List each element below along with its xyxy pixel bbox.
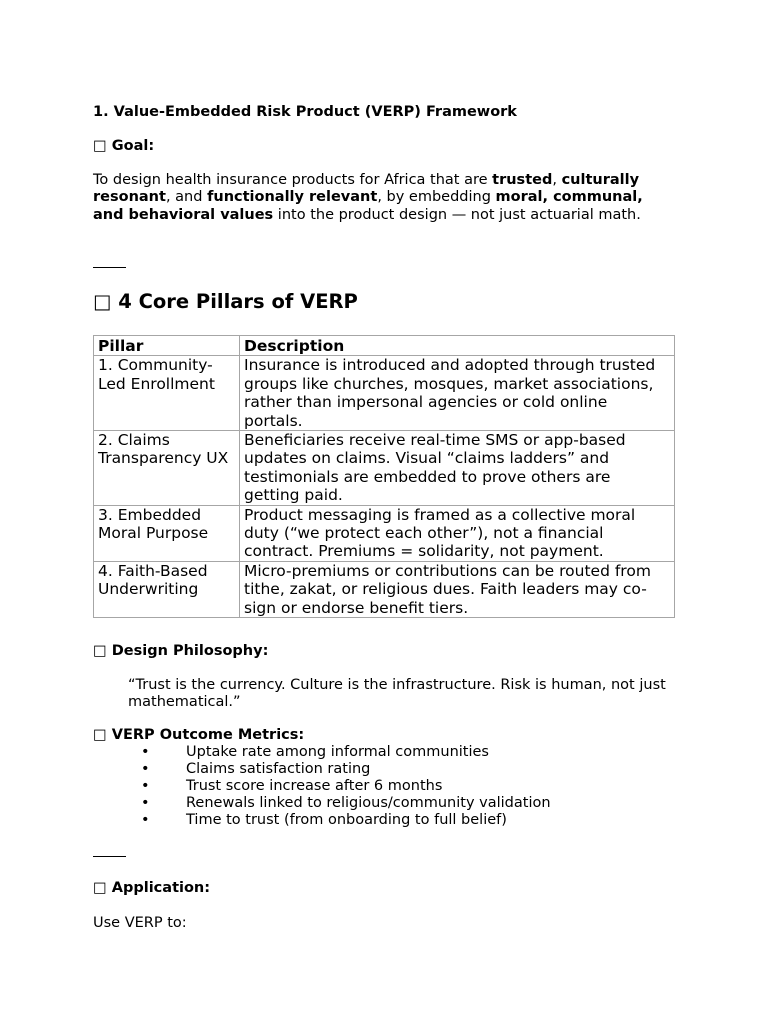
intro-bold-values: moral, communal, and behavioral values <box>93 189 643 223</box>
intro-text-2: , <box>552 172 562 188</box>
table-row <box>94 431 675 506</box>
list-item <box>93 795 551 812</box>
application-text: Use VERP to: <box>93 915 187 931</box>
description-cell: Product messaging is framed as a collective moral duty (“we protect each other”), not a financial contract. Premiums = solidarity, not payment. <box>240 505 675 561</box>
philosophy-icon: □ <box>93 643 107 659</box>
philosophy-label: Design Philosophy: <box>111 643 269 659</box>
goal-label: Goal: <box>111 138 155 154</box>
metric-text: Claims satisfaction rating <box>186 761 371 777</box>
metrics-icon: □ <box>93 727 107 743</box>
section-divider <box>93 267 126 268</box>
application-heading <box>93 880 210 896</box>
intro-text-3: , and <box>165 189 208 206</box>
intro-text-4: , by embedding <box>377 189 496 206</box>
table-row <box>94 561 675 617</box>
pillars-heading <box>93 290 358 313</box>
philosophy-heading <box>93 643 268 659</box>
metrics-label: VERP Outcome Metrics: <box>111 727 305 743</box>
pillars-icon: □ <box>93 290 112 313</box>
bullet-icon: • <box>141 744 150 760</box>
list-item <box>93 744 551 761</box>
list-item <box>93 778 551 795</box>
intro-bold-culturally-resonant: culturally resonant <box>93 172 640 206</box>
pillar-cell: 1. Community-Led Enrollment <box>94 356 240 431</box>
intro-text-1: To design health insurance products for Africa that are <box>93 172 493 188</box>
metric-text: Time to trust (from onboarding to full belief) <box>186 812 507 828</box>
framework-heading: 1. Value-Embedded Risk Product (VERP) Framework <box>93 104 517 120</box>
description-cell: Insurance is introduced and adopted through trusted groups like churches, mosques, market associations, rather than impersonal agencies or cold online portals. <box>240 356 675 431</box>
intro-bold-functionally-relevant: functionally relevant <box>207 189 378 206</box>
table-header-row <box>94 336 675 356</box>
pillar-cell: 2. Claims Transparency UX <box>94 431 240 506</box>
description-cell: Beneficiaries receive real-time SMS or app-based updates on claims. Visual “claims ladders” and testimonials are embedded to prove others are getting paid. <box>240 431 675 506</box>
application-icon: □ <box>93 880 107 896</box>
bullet-icon: • <box>141 795 150 811</box>
philosophy-quote: “Trust is the currency. Culture is the infrastructure. Risk is human, not just mathematical.” <box>128 677 666 711</box>
table-row <box>94 356 675 431</box>
metrics-heading <box>93 727 304 743</box>
metric-text: Uptake rate among informal communities <box>186 744 489 760</box>
bullet-icon: • <box>141 812 150 828</box>
pillars-table <box>93 335 675 618</box>
section-divider <box>93 856 126 857</box>
metric-text: Trust score increase after 6 months <box>186 778 443 794</box>
list-item <box>93 761 551 778</box>
pillar-cell: 4. Faith-Based Underwriting <box>94 561 240 617</box>
table-header-pillar: Pillar <box>94 336 240 356</box>
bullet-icon: • <box>141 761 150 777</box>
intro-text-5: into the product design — not just actuarial math. <box>273 206 641 223</box>
metric-text: Renewals linked to religious/community validation <box>186 795 551 811</box>
metrics-list <box>93 744 551 829</box>
table-row <box>94 505 675 561</box>
goal-paragraph <box>93 172 673 224</box>
goal-icon: □ <box>93 138 107 154</box>
list-item <box>93 812 551 829</box>
goal-heading <box>93 138 154 154</box>
intro-bold-trusted: trusted <box>492 172 553 188</box>
bullet-icon: • <box>141 778 150 794</box>
description-cell: Micro-premiums or contributions can be routed from tithe, zakat, or religious dues. Faith leaders may co-sign or endorse benefit tiers. <box>240 561 675 617</box>
pillar-cell: 3. Embedded Moral Purpose <box>94 505 240 561</box>
application-label: Application: <box>111 880 211 896</box>
pillars-title: 4 Core Pillars of VERP <box>118 290 358 313</box>
table-header-description: Description <box>240 336 675 356</box>
